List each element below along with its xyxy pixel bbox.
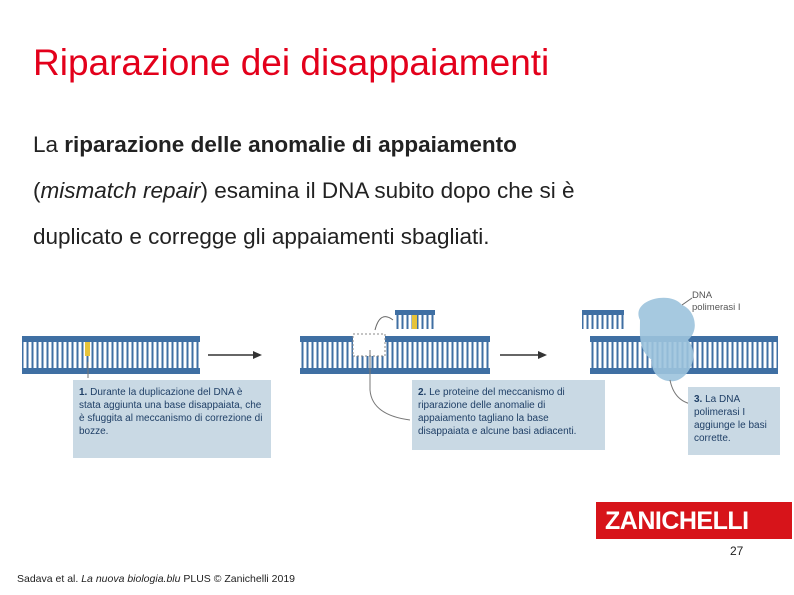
caption-3-text: La DNA polimerasi I aggiunge le basi corrette. xyxy=(694,394,767,444)
body-line-2 xyxy=(33,168,773,214)
body-text-prefix: La xyxy=(33,132,65,157)
page-number: 27 xyxy=(730,544,744,558)
dna-segment-1 xyxy=(22,336,200,374)
credit-publisher: PLUS © Zanichelli 2019 xyxy=(180,573,296,585)
body-line-1 xyxy=(33,122,773,168)
caption-step-1 xyxy=(73,380,271,458)
body-text-rest: ) esamina il DNA subito dopo che si è xyxy=(200,178,575,203)
dna-segment-2 xyxy=(300,310,490,374)
caption-1-text: Durante la duplicazione del DNA è stata aggiunta una base disappaiata, che è sfuggita al meccanismo di correzione di bozze. xyxy=(79,387,263,437)
polymerase-label-1: DNA xyxy=(692,290,713,301)
publisher-logo xyxy=(596,502,792,539)
body-paren: ( xyxy=(33,178,41,203)
caption-1-number: 1. xyxy=(79,387,88,398)
dna-segment-3 xyxy=(582,290,778,381)
body-bold-term: riparazione delle anomalie di appaiamento xyxy=(64,132,517,157)
logo-text: ZANICHELLI xyxy=(605,507,749,535)
mismatch-base xyxy=(85,342,90,356)
caption-3-number: 3. xyxy=(694,394,703,405)
mismatch-repair-figure xyxy=(10,280,790,460)
credit-authors: Sadava et al. xyxy=(17,573,82,585)
caption-2-text: Le proteine del meccanismo di riparazione delle anomalie di appaiamento tagliano la base disappaiata e alcune basi adiacenti. xyxy=(418,387,577,437)
body-line-3: duplicato e corregge gli appaiamenti sbagliati. xyxy=(33,224,490,249)
body-italic-term: mismatch repair xyxy=(40,178,201,203)
slide-body xyxy=(33,122,773,260)
caption-step-2 xyxy=(412,380,605,450)
caption-2-number: 2. xyxy=(418,387,427,398)
polymerase-label-2: polimerasi I xyxy=(692,302,741,313)
slide-title: Riparazione dei disappaiamenti xyxy=(33,42,550,83)
caption-step-3 xyxy=(688,387,780,455)
source-credit xyxy=(17,573,295,585)
credit-book-title: La nuova biologia.blu xyxy=(81,573,181,585)
